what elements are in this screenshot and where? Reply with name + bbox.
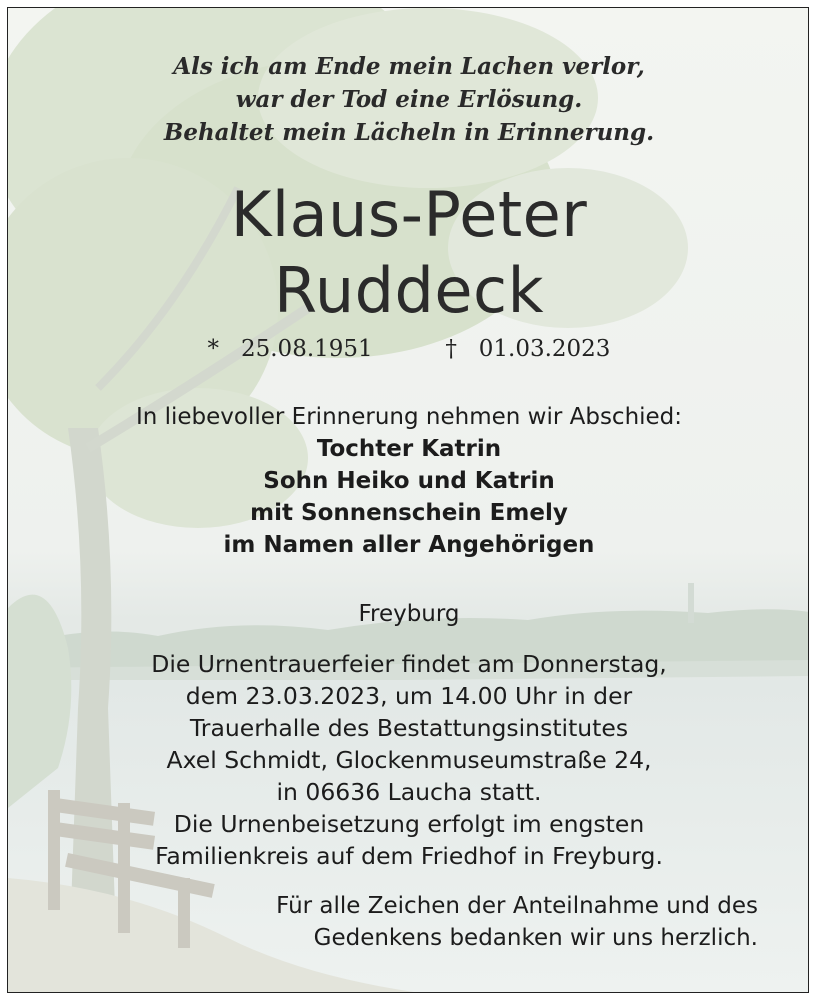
ceremony-line: dem 23.03.2023, um 14.00 Uhr in der: [185, 682, 633, 710]
mourner-line: Tochter Katrin: [316, 436, 502, 462]
thanks-note: [194, 890, 794, 954]
birth-symbol: *: [207, 336, 220, 362]
memorial-poem: [8, 50, 809, 149]
farewell-intro: In liebevoller Erinnerung nehmen wir Abschied:: [135, 404, 683, 430]
birth-date: 25.08.1951: [240, 336, 373, 362]
mourner-line: mit Sonnenschein Emely: [250, 500, 568, 526]
ceremony-line: Die Urnentrauerfeier findet am Donnerstag,: [151, 650, 667, 678]
poem-line: war der Tod eine Erlösung.: [235, 86, 583, 113]
ceremony-line: Familienkreis auf dem Friedhof in Freyburg.: [155, 842, 663, 870]
ceremony-line: Trauerhalle des Bestattungsinstitutes: [189, 714, 629, 742]
mourner-line: Sohn Heiko und Katrin: [263, 468, 555, 494]
obituary-card: [7, 7, 809, 993]
ceremony-line: Axel Schmidt, Glockenmuseumstraße 24,: [166, 746, 652, 774]
obituary-text: [8, 8, 809, 993]
ceremony-line: in 06636 Laucha statt.: [276, 778, 542, 806]
ceremony-line: Die Urnenbeisetzung erfolgt im engsten: [173, 810, 645, 838]
mourner-line: im Namen aller Angehörigen: [223, 532, 595, 558]
life-dates: [8, 334, 809, 364]
thanks-line: Gedenkens bedanken wir uns herzlich.: [313, 925, 758, 951]
poem-line: Als ich am Ende mein Lachen verlor,: [173, 53, 645, 80]
ceremony-details: [8, 648, 809, 872]
poem-line: Behaltet mein Lächeln in Erinnerung.: [163, 119, 655, 146]
mourners-list: [8, 433, 809, 561]
death-date: 01.03.2023: [478, 336, 611, 362]
thanks-line: Für alle Zeichen der Anteilnahme und des: [276, 893, 758, 919]
place-name: Freyburg: [358, 601, 460, 627]
deceased-first-name: Klaus-Peter: [230, 178, 588, 251]
deceased-last-name: Ruddeck: [274, 254, 544, 327]
death-symbol: †: [445, 336, 457, 362]
